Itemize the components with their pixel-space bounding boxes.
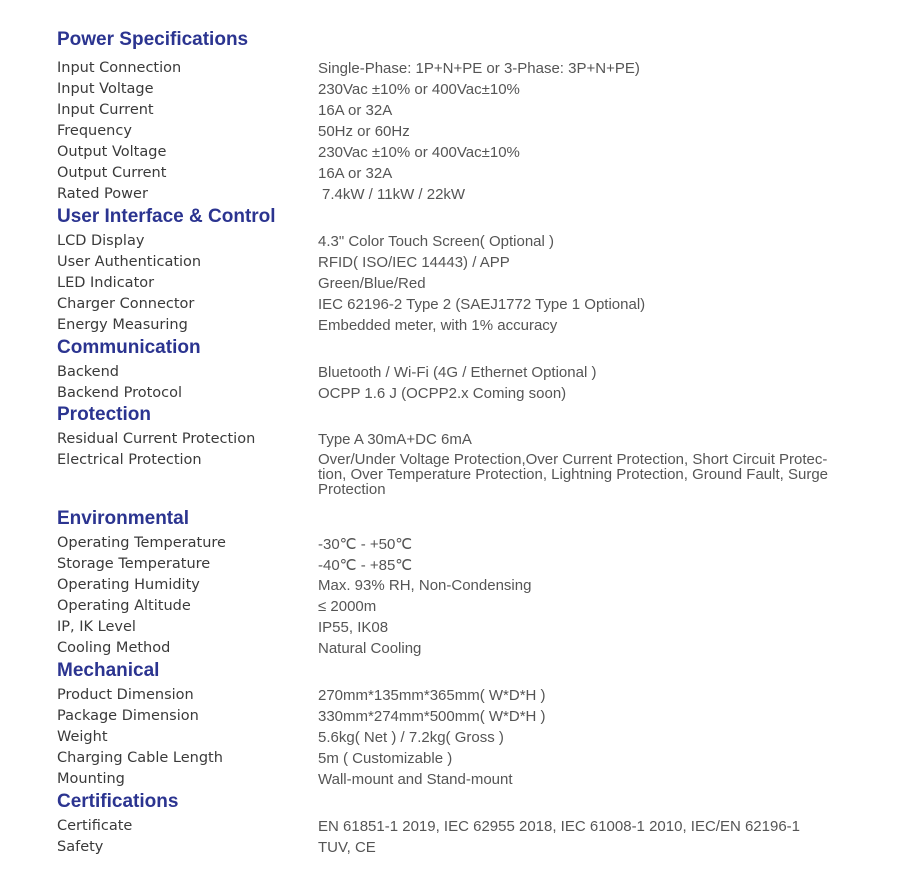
spec-label: Safety (57, 839, 104, 855)
spec-value: -30℃ - +50℃ (318, 536, 413, 553)
spec-label: IP, IK Level (57, 619, 136, 635)
spec-value: 50Hz or 60Hz (318, 123, 410, 140)
spec-value: Wall-mount and Stand-mount (318, 771, 513, 788)
spec-label: Residual Current Protection (57, 431, 256, 447)
spec-label: Charger Connector (57, 296, 195, 312)
section-title-certifications: Certifications (57, 791, 179, 812)
spec-value: 270mm*135mm*365mm( W*D*H ) (318, 687, 546, 704)
spec-value: Max. 93% RH, Non-Condensing (318, 577, 532, 594)
spec-value: 330mm*274mm*500mm( W*D*H ) (318, 708, 546, 725)
spec-label: Frequency (57, 123, 132, 139)
section-title-mechanical: Mechanical (57, 660, 160, 681)
spec-label: Input Current (57, 102, 154, 118)
spec-value: 16A or 32A (318, 165, 393, 182)
spec-label: Mounting (57, 771, 125, 787)
spec-label: Operating Temperature (57, 535, 226, 551)
spec-value: 4.3" Color Touch Screen( Optional ) (318, 233, 555, 250)
spec-label: Storage Temperature (57, 556, 211, 572)
spec-label: LED Indicator (57, 275, 155, 291)
spec-label: LCD Display (57, 233, 145, 249)
spec-value: 16A or 32A (318, 102, 393, 119)
spec-value: -40℃ - +85℃ (318, 557, 413, 574)
spec-value: 5.6kg( Net ) / 7.2kg( Gross ) (318, 729, 504, 746)
spec-label: Electrical Protection (57, 452, 202, 468)
spec-label: Operating Humidity (57, 577, 200, 593)
spec-value: Single-Phase: 1P+N+PE or 3-Phase: 3P+N+PE) (318, 60, 640, 77)
spec-value: Bluetooth / Wi-Fi (4G / Ethernet Optional ) (318, 364, 597, 381)
spec-label: Energy Measuring (57, 317, 188, 333)
spec-value: 230Vac ±10% or 400Vac±10% (318, 81, 520, 98)
spec-label: Output Current (57, 165, 167, 181)
spec-value: Natural Cooling (318, 640, 422, 657)
spec-label: Cooling Method (57, 640, 171, 656)
spec-label: Weight (57, 729, 108, 745)
spec-value: ≤ 2000m (318, 598, 377, 615)
spec-label: Input Connection (57, 60, 182, 76)
spec-label: Package Dimension (57, 708, 199, 724)
spec-value: 7.4kW / 11kW / 22kW (322, 186, 466, 203)
spec-value: RFID( ISO/IEC 14443) / APP (318, 254, 510, 271)
spec-value: Embedded meter, with 1% accuracy (318, 317, 558, 334)
section-title-communication: Communication (57, 337, 201, 358)
section-title-environmental: Environmental (57, 508, 189, 529)
spec-label: Output Voltage (57, 144, 167, 160)
spec-value: TUV, CE (318, 839, 376, 856)
section-title-protection: Protection (57, 404, 151, 425)
spec-label: Backend (57, 364, 120, 380)
spec-label: Input Voltage (57, 81, 154, 97)
spec-label: Product Dimension (57, 687, 194, 703)
spec-value: Over/Under Voltage Protection,Over Current Protection, Short Circuit Protec-tion, Over Temperature Protection, Lightning Protection, Ground Fault, Surge Protection (318, 451, 828, 498)
section-title-ui: User Interface & Control (57, 206, 276, 227)
spec-label: Charging Cable Length (57, 750, 223, 766)
spec-value: Green/Blue/Red (318, 275, 426, 292)
spec-value: IP55, IK08 (318, 619, 389, 636)
spec-label: User Authentication (57, 254, 202, 270)
spec-label: Operating Altitude (57, 598, 191, 614)
spec-label: Certificate (57, 818, 133, 834)
spec-value: EN 61851-1 2019, IEC 62955 2018, IEC 61008-1 2010, IEC/EN 62196-1 (318, 818, 800, 835)
spec-label: Backend Protocol (57, 385, 183, 401)
spec-value: 230Vac ±10% or 400Vac±10% (318, 144, 520, 161)
spec-value: IEC 62196-2 Type 2 (SAEJ1772 Type 1 Optional) (318, 296, 646, 313)
section-title-power: Power Specifications (57, 29, 249, 50)
spec-value: Type A 30mA+DC 6mA (318, 431, 472, 448)
spec-value: 5m ( Customizable ) (318, 750, 453, 767)
spec-label: Rated Power (57, 186, 148, 202)
spec-value: OCPP 1.6 J (OCPP2.x Coming soon) (318, 385, 567, 402)
